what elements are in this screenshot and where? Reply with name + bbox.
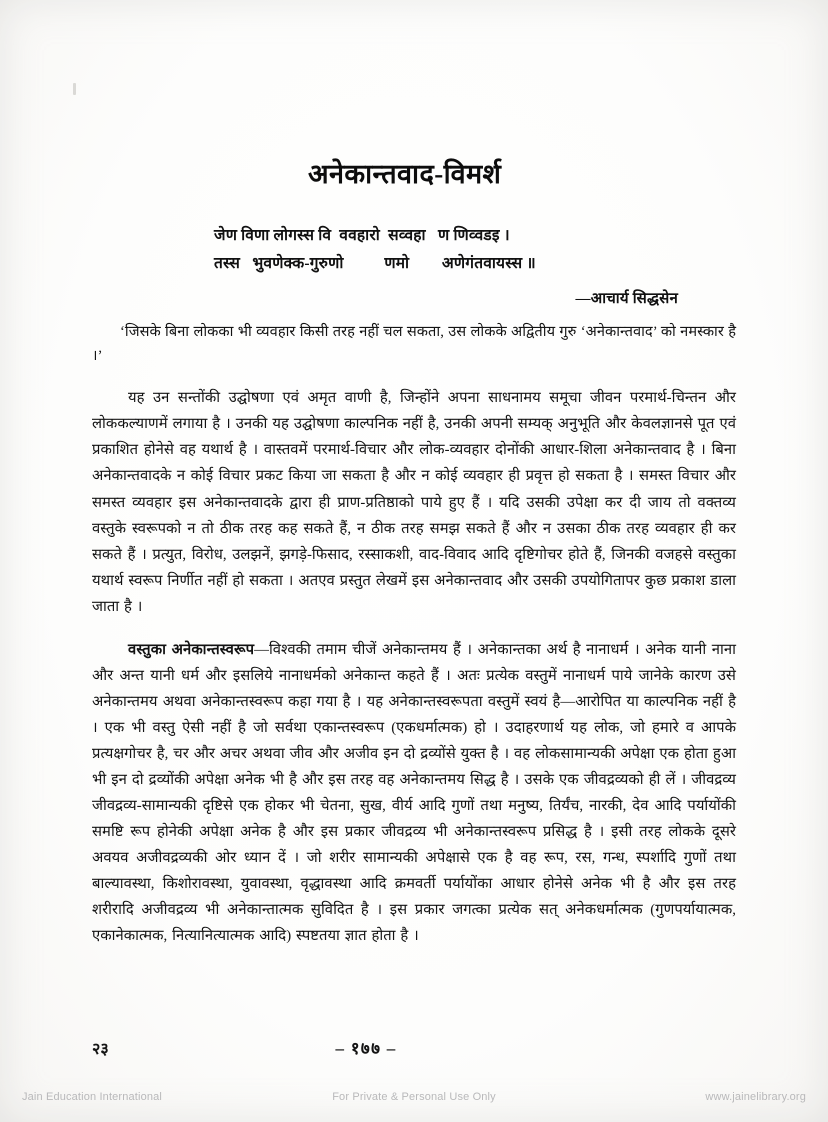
verse-line-2: तस्स भुवणेक्क-गुरुणो णमो अणेगंतवायस्स ॥	[214, 255, 536, 273]
footer-organization: Jain Education International	[22, 1091, 162, 1103]
body-paragraph-anekanta-svarup-text: —विश्वकी तमाम चीजें अनेकान्तमय हैं । अनेकान्तका अर्थ है नानाधर्म । अनेक यानी नाना और अन्त यानी धर्म और इसलिये नानाधर्मको अनेकान्त कहते हैं । अतः प्रत्येक वस्तुमें नानाधर्म पाये जानेके कारण उसे अनेकान्तमय अथवा अनेकान्तस्वरूप कहा गया है । यह अनेकान्तस्वरूपता वस्तुमें स्वयं है—आरोपित या काल्पनिक नहीं है । एक भी वस्तु ऐसी नहीं है जो सर्वथा एकान्तस्वरूप (एकधर्मात्मक) हो । उदाहरणार्थ यह लोक, जो हमारे व आपके प्रत्यक्षगोचर है, चर और अचर अथवा जीव और अजीव इन दो द्रव्योंसे युक्त है । वह लोकसामान्यकी अपेक्षा एक होता हुआ भी इन दो द्रव्योंकी अपेक्षा अनेक भी है और इस तरह वह अनेकान्तमय सिद्ध है । उसके एक जीवद्रव्यको ही लें । जीवद्रव्य जीवद्रव्य-सामान्यकी दृष्टिसे एक होकर भी चेतना, सुख, वीर्य आदि गुणों तथा मनुष्य, तिर्यंच, नारकी, देव आदि पर्यायोंकी समष्टि रूप होनेकी अपेक्षा अनेक है और इस प्रकार जीवद्रव्य भी अनेकान्तस्वरूप प्रसिद्ध है । इसी तरह लोकके दूसरे अवयव अजीवद्रव्यकी ओर ध्यान दें । जो शरीर सामान्यकी अपेक्षासे एक है वह रूप, रस, गन्ध, स्पर्शादि गुणों तथा बाल्यावस्था, किशोरावस्था, युवावस्था, वृद्धावस्था आदि क्रमवर्ती पर्यायोंका आधार होनेसे अनेक भी है और इस तरह शरीरादि अजीवद्रव्य भी अनेकान्तात्मक सुविदित है । इस प्रकार जगत्का प्रत्येक सत् अनेकधर्मात्मक (गुणपर्यायात्मक, एकानेकात्मक, नित्यानित्यात्मक आदि) स्पष्टतया ज्ञात होता है ।	[92, 641, 736, 944]
run-in-heading-anekanta-svarup: वस्तुका अनेकान्तस्वरूप	[128, 641, 255, 658]
verse-translation-quote: ‘जिसके बिना लोकका भी व्यवहार किसी तरह नहीं चल सकता, उस लोकके अद्वितीय गुरु ‘अनेकान्तवाद’ को नमस्कार है ।’	[92, 324, 736, 364]
verse-line-1: जेण विणा लोगस्स वि ववहारो सव्वहा ण णिव्वडइ ।	[214, 226, 510, 244]
body-paragraph-anekanta-svarup	[92, 637, 736, 949]
epigraph-verse	[92, 222, 736, 279]
folio-article-number: २३	[92, 1041, 109, 1058]
watermark-footer	[0, 1082, 828, 1122]
footer-usage-notice: For Private & Personal Use Only	[332, 1091, 496, 1103]
folio-row	[92, 1036, 736, 1059]
folio-page-number: – १७७ –	[335, 1039, 397, 1058]
page-title: अनेकान्तवाद-विमर्श	[308, 159, 502, 189]
footer-website-url: www.jainelibrary.org	[705, 1091, 806, 1103]
body-paragraph-intro: यह उन सन्तोंकी उद्घोषणा एवं अमृत वाणी है, जिन्होंने अपना साधनामय समूचा जीवन परमार्थ-चिन्तन और लोककल्याणमें लगाया है । उनकी यह उद्घोषणा काल्पनिक नहीं है, उनकी अपनी सम्यक् अनुभूति और केवलज्ञानसे पूत एवं प्रकाशित होनेसे वह यथार्थ है । वास्तवमें परमार्थ-विचार और लोक-व्यवहार दोनोंकी आधार-शिला अनेकान्तवाद है । बिना अनेकान्तवादके न कोई विचार प्रकट किया जा सकता है और न कोई व्यवहार ही प्रवृत्त हो सकता है । समस्त विचार और समस्त व्यवहार इस अनेकान्तवादके द्वारा ही प्राण-प्रतिष्ठाको पाये हुए हैं । यदि उसकी उपेक्षा कर दी जाय तो वक्तव्य वस्तुके स्वरूपको न तो ठीक तरह कह सकते हैं, न ठीक तरह समझ सकते हैं और न उसका ठीक तरह व्यवहार ही कर सकते हैं । प्रत्युत, विरोध, उलझनें, झगड़े-फिसाद, रस्साकशी, वाद-विवाद आदि दृष्टिगोचर होते हैं, जिनकी वजहसे वस्तुका यथार्थ स्वरूप निर्णीत नहीं हो सकता । अतएव प्रस्तुत लेखमें इस अनेकान्तवाद और उसकी उपयोगितापर कुछ प्रकाश डाला जाता है ।	[92, 390, 736, 615]
verse-attribution: —आचार्य सिद्धसेन	[575, 291, 678, 308]
